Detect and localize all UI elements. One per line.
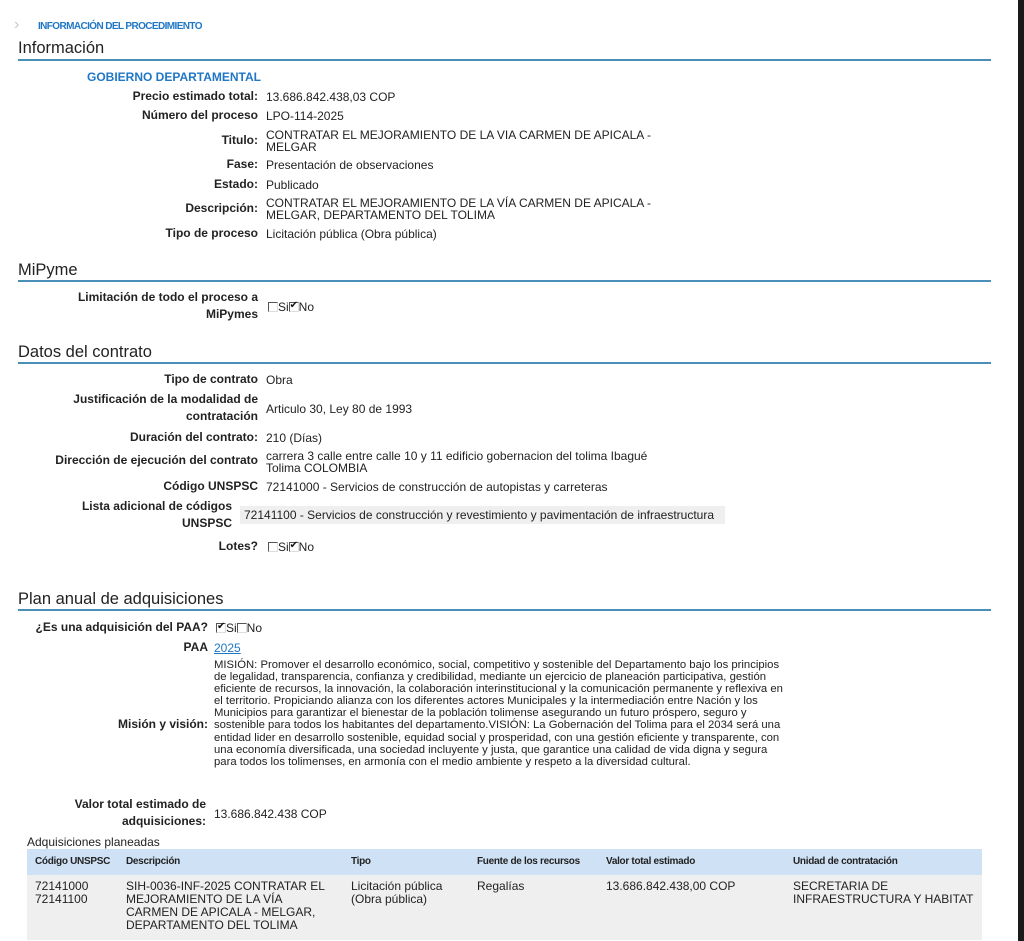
estado-value: Publicado [266,178,319,192]
window-edge [1018,0,1024,941]
lotes-no-checkbox[interactable] [289,542,299,552]
mipyme-si-label: Si [278,300,289,314]
mipyme-options [268,301,314,313]
descripcion-label: Descripción: [185,201,258,215]
titulo-label: Titulo: [221,133,258,147]
titulo-line-1: CONTRATAR EL MEJORAMIENTO DE LA VIA CARMEN DE APICALA - [266,128,651,142]
unspsc-value: 72141000 - Servicios de construcción de autopistas y carreteras [266,480,608,494]
section-divider [18,362,991,364]
chevron-right-icon: › [14,16,20,33]
titulo-line-2: MELGAR [266,140,317,154]
estado-label: Estado: [213,177,258,191]
justificacion-label [73,391,258,425]
lotes-no-label: No [298,540,315,554]
lotes-si-label: Si [278,540,289,554]
tipo-proceso-value: Licitación pública (Obra pública) [266,227,437,241]
cell-descripcion: SIH-0036-INF-2025 CONTRATAR EL MEJORAMIENTO DE LA VÍA CARMEN DE APICALA - MELGAR, DEPARTAMENTO DEL TOLIMA [118,875,343,940]
tipo-proceso-label: Tipo de proceso [165,226,258,240]
paa-si-label: Si [226,621,237,635]
lista-unspsc-label-line-2: UNSPSC [181,516,232,530]
paa-no-checkbox[interactable] [237,623,247,633]
mipyme-no-checkbox[interactable] [289,302,299,312]
header-unidad: Unidad de contratación [785,849,982,875]
valor-total-label [75,796,206,830]
direccion-line-2: Tolima COLOMBIA [266,461,368,475]
header-tipo: Tipo [343,849,469,875]
paa-year-link[interactable]: 2025 [214,641,241,655]
duracion-label: Duración del contrato: [129,430,258,444]
direccion-label: Dirección de ejecución del contrato [55,453,258,467]
section-title-plan-anual: Plan anual de adquisiciones [18,590,224,608]
paa-options [216,622,262,634]
lotes-options [268,541,314,553]
descripcion-line-2: MELGAR, DEPARTAMENTO DEL TOLIMA [266,208,495,222]
precio-value: 13.686.842.438,03 COP [266,90,396,104]
section-divider [18,609,991,611]
tipo-contrato-label: Tipo de contrato [164,372,258,386]
titulo-value [266,129,651,153]
breadcrumb[interactable]: INFORMACIÓN DEL PROCEDIMIENTO [38,21,202,32]
duracion-value: 210 (Días) [266,431,323,445]
lista-unspsc-label [82,498,232,532]
cell-codigo [27,875,118,940]
valor-total-label-line-2: adquisiciones: [121,814,206,828]
adquisiciones-table [27,849,982,940]
valor-total-value: 13.686.842.438 COP [214,807,327,821]
section-divider [18,59,991,61]
descripcion-line-1: CONTRATAR EL MEJORAMIENTO DE LA VÍA CARMEN DE APICALA - [266,196,651,210]
entity-name: GOBIERNO DEPARTAMENTAL [87,70,261,84]
header-fuente: Fuente de los recursos [469,849,598,875]
precio-label: Precio estimado total: [132,89,258,103]
justificacion-label-line-2: contratación [185,409,258,423]
lotes-si-checkbox[interactable] [268,542,278,552]
codigo-2: 72141100 [35,892,88,906]
justificacion-label-line-1: Justificación de la modalidad de [73,392,258,406]
mision-vision-label: Misión y visión: [117,717,208,731]
unspsc-label: Código UNSPSC [163,479,258,493]
lotes-label: Lotes? [218,539,258,553]
section-title-informacion: Información [18,39,105,57]
table-header-row [27,849,982,875]
direccion-line-1: carrera 3 calle entre calle 10 y 11 edificio gobernacion del tolima Ibagué [266,449,648,463]
mipyme-label-line-2: MiPymes [205,307,258,321]
lista-unspsc-label-line-1: Lista adicional de códigos [81,499,232,513]
codigo-1: 72141000 [35,879,89,893]
paa-label: PAA [183,640,208,654]
fase-label: Fase: [226,157,258,171]
mipyme-label-line-1: Limitación de todo el proceso a [77,290,258,304]
tipo-contrato-value: Obra [266,373,293,387]
cell-tipo: Licitación pública (Obra pública) [343,875,469,940]
paa-question-label: ¿Es una adquisición del PAA? [35,620,208,634]
numero-value: LPO-114-2025 [266,109,344,123]
cell-unidad: SECRETARIA DE INFRAESTRUCTURA Y HABITAT [785,875,982,940]
paa-no-label: No [246,621,263,635]
mipyme-label [78,289,258,323]
descripcion-value [266,197,651,221]
section-divider [18,280,991,282]
header-descripcion: Descripción [118,849,343,875]
valor-total-label-line-1: Valor total estimado de [74,797,206,811]
mipyme-no-label: No [298,300,315,314]
mision-vision-text: MISIÓN: Promover el desarrollo económico, social, competitivo y sostenible del Departamento bajo los principios de legalidad, transparencia, confianza y credibilidad, mediante un ejercicio de planeación participativa, gestión eficiente de recursos, la innovación, la colaboración interinstitucional y la comunicación permanente y reflexiva en el territorio. Propiciando alianza con los diferentes actores Municipales y la intermediación entre Nación y los Municipios para garantizar el bienestar de la población tolimense asegurando un futuro próspero, seguro y sostenible para todos los habitantes del departamento.VISIÓN: La Gobernación del Tolima para el 2034 será una entidad lider en desarrollo sostenible, equidad social y prosperidad, con una gestión eficiente y transparente, con una economía diversificada, una sociedad incluyente y justa, que garantice una calidad de vida digna y segura para todos los tolimenses, en armonía con el medio ambiente y respeto a la diversidad cultural. [214,659,783,768]
mipyme-si-checkbox[interactable] [268,302,278,312]
unspsc-additional-code: 72141100 - Servicios de construcción y revestimiento y pavimentación de infraestructura [240,506,725,524]
fase-value: Presentación de observaciones [266,158,434,172]
paa-value [214,642,241,654]
cell-valor: 13.686.842.438,00 COP [598,875,785,940]
numero-label: Número del proceso [141,108,258,122]
header-valor: Valor total estimado [598,849,785,875]
direccion-value [266,450,647,474]
header-codigo: Código UNSPSC [27,849,118,875]
paa-si-checkbox[interactable] [216,623,226,633]
cell-fuente: Regalías [469,875,598,940]
section-title-datos-contrato: Datos del contrato [18,343,152,361]
adquisiciones-planeadas-label: Adquisiciones planeadas [27,835,160,849]
table-row [27,875,982,940]
section-title-mipyme: MiPyme [18,261,78,279]
justificacion-value: Articulo 30, Ley 80 de 1993 [266,402,413,416]
